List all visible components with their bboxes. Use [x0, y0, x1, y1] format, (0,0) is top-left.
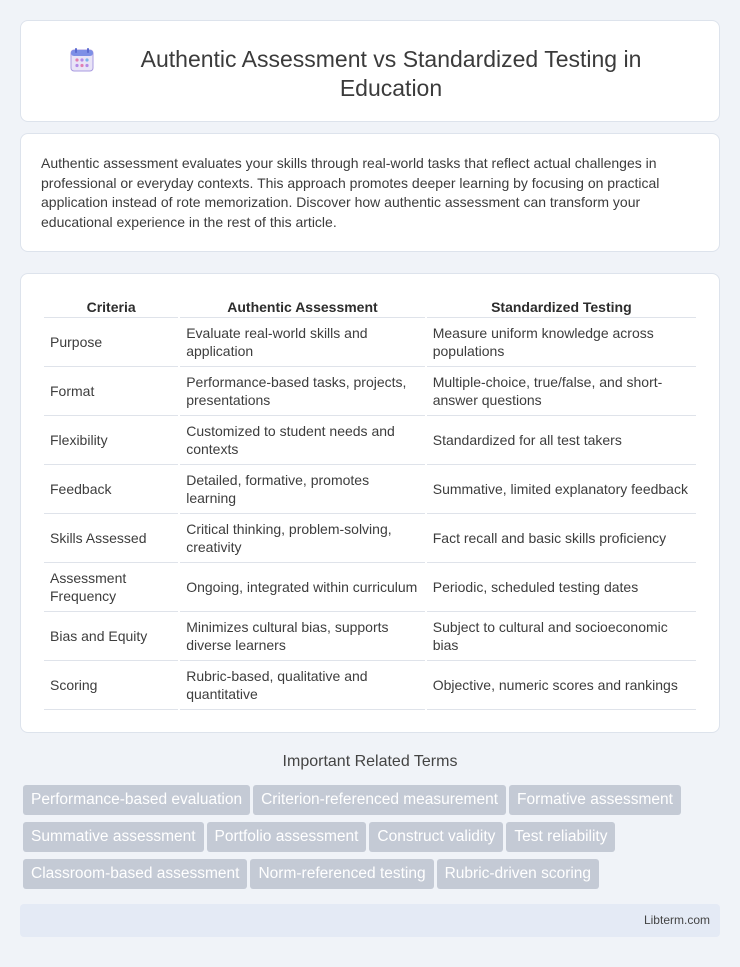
standardized-cell: Measure uniform knowledge across populations [427, 318, 696, 367]
table-row [44, 367, 696, 416]
criteria-cell: Skills Assessed [44, 514, 178, 563]
header-criteria: Criteria [44, 294, 178, 318]
standardized-cell: Multiple-choice, true/false, and short-answer questions [427, 367, 696, 416]
related-term-tag[interactable]: Summative assessment [23, 822, 204, 852]
related-term-tag[interactable]: Classroom-based assessment [23, 859, 247, 889]
standardized-cell: Objective, numeric scores and rankings [427, 661, 696, 710]
standardized-cell: Standardized for all test takers [427, 416, 696, 465]
authentic-cell: Rubric-based, qualitative and quantitative [180, 661, 425, 710]
footer [20, 904, 720, 937]
table-row [44, 416, 696, 465]
table-row [44, 514, 696, 563]
criteria-cell: Format [44, 367, 178, 416]
authentic-cell: Critical thinking, problem-solving, creativity [180, 514, 425, 563]
related-term-tag[interactable]: Construct validity [369, 822, 503, 852]
calendar-icon [69, 47, 95, 73]
related-term-tag[interactable]: Test reliability [506, 822, 615, 852]
related-terms-list [23, 785, 723, 896]
criteria-cell: Bias and Equity [44, 612, 178, 661]
related-term-tag[interactable]: Portfolio assessment [207, 822, 367, 852]
related-term-tag[interactable]: Norm-referenced testing [250, 859, 433, 889]
related-term-tag[interactable]: Formative assessment [509, 785, 681, 815]
comparison-table-card [20, 273, 720, 733]
related-term-tag[interactable]: Performance-based evaluation [23, 785, 250, 815]
criteria-cell: Scoring [44, 661, 178, 710]
authentic-cell: Evaluate real-world skills and application [180, 318, 425, 367]
criteria-cell: Flexibility [44, 416, 178, 465]
header-standardized: Standardized Testing [427, 294, 696, 318]
authentic-cell: Minimizes cultural bias, supports diverse learners [180, 612, 425, 661]
standardized-cell: Periodic, scheduled testing dates [427, 563, 696, 612]
table-row [44, 465, 696, 514]
standardized-cell: Summative, limited explanatory feedback [427, 465, 696, 514]
related-terms-heading: Important Related Terms [282, 753, 458, 770]
footer-link[interactable]: Libterm.com [643, 913, 710, 927]
authentic-cell: Ongoing, integrated within curriculum [180, 563, 425, 612]
criteria-cell: Assessment Frequency [44, 563, 178, 612]
authentic-cell: Detailed, formative, promotes learning [180, 465, 425, 514]
standardized-cell: Fact recall and basic skills proficiency [427, 514, 696, 563]
table-row [44, 563, 696, 612]
table-row [44, 661, 696, 710]
standardized-cell: Subject to cultural and socioeconomic bias [427, 612, 696, 661]
title-card [20, 20, 720, 122]
criteria-cell: Feedback [44, 465, 178, 514]
header-authentic: Authentic Assessment [180, 294, 425, 318]
intro-card [20, 133, 720, 252]
authentic-cell: Customized to student needs and contexts [180, 416, 425, 465]
page-title: Authentic Assessment vs Standardized Testing in Education [140, 46, 642, 101]
related-term-tag[interactable]: Criterion-referenced measurement [253, 785, 506, 815]
table-header-row [44, 294, 696, 318]
authentic-cell: Performance-based tasks, projects, presentations [180, 367, 425, 416]
table-row [44, 612, 696, 661]
table-row [44, 318, 696, 367]
intro-text: Authentic assessment evaluates your skills through real-world tasks that reflect actual challenges in professional or everyday contexts. This approach promotes deeper learning by focusing on practical application instead of rote memorization. Discover how authentic assessment can transform your educational experience in the rest of this article. [41, 155, 660, 230]
criteria-cell: Purpose [44, 318, 178, 367]
related-term-tag[interactable]: Rubric-driven scoring [437, 859, 599, 889]
comparison-table [42, 294, 698, 710]
